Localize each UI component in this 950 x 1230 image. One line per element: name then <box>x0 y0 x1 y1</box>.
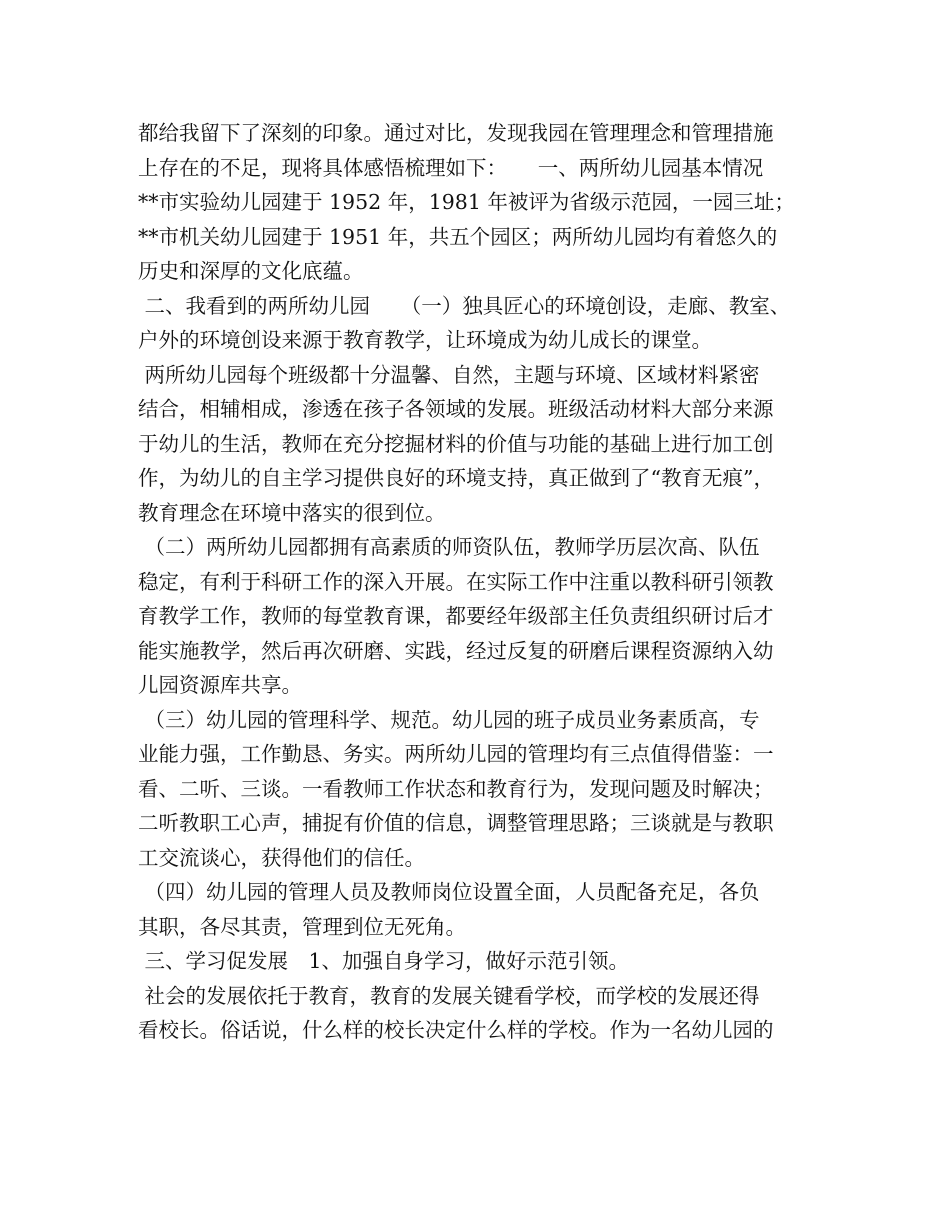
text-line-14: 稳定，有利于科研工作的深入开展。在实际工作中注重以教科研引领教 <box>138 569 774 594</box>
text-line-1: 都给我留下了深刻的印象。通过对比，发现我园在管理理念和管理措施 <box>138 121 774 145</box>
text-line-6: 二、我看到的两所幼儿园 （一）独具匠心的环境创设，走廊、教室、 <box>138 293 791 318</box>
text-line-13: （二）两所幼儿园都拥有高素质的师资队伍，教师学历层次高、队伍 <box>138 535 760 559</box>
text-line-25: 三、学习促发展 1、加强自身学习，做好示范引领。 <box>138 949 630 973</box>
text-line-26: 社会的发展依托于教育，教育的发展关键看学校，而学校的发展还得 <box>138 983 760 1008</box>
text-line-12: 教育理念在环境中落实的很到位。 <box>138 500 446 525</box>
text-line-20: 看、二听、三谈。一看教师工作状态和教育行为，发现问题及时解决； <box>138 776 774 801</box>
text-line-18: （三）幼儿园的管理科学、规范。幼儿园的班子成员业务素质高，专 <box>138 707 760 732</box>
text-line-5: 历史和深厚的文化底蕴。 <box>138 259 364 283</box>
text-line-19: 业能力强，工作勤恳、务实。两所幼儿园的管理均有三点值得借鉴：一 <box>138 742 774 766</box>
text-line-21: 二听教职工心声，捕捉有价值的信息，调整管理思路；三谈就是与教职 <box>138 811 774 835</box>
text-line-10: 于幼儿的生活，教师在充分挖掘材料的价值与功能的基础上进行加工创 <box>138 431 774 456</box>
text-line-8: 两所幼儿园每个班级都十分温馨、自然，主题与环境、区域材料紧密 <box>138 362 760 387</box>
text-line-24: 其职，各尽其责，管理到位无死角。 <box>138 914 466 939</box>
text-line-11: 作，为幼儿的自主学习提供良好的环境支持，真正做到了“教育无痕”， <box>138 466 774 490</box>
text-line-22: 工交流谈心，获得他们的信任。 <box>138 845 425 870</box>
document-body <box>138 116 818 1048</box>
text-line-9: 结合，相辅相成，渗透在孩子各领域的发展。班级活动材料大部分来源 <box>138 397 774 421</box>
text-line-7: 户外的环境创设来源于教育教学，让环境成为幼儿成长的课堂。 <box>138 328 712 352</box>
text-line-15: 育教学工作，教师的每堂教育课，都要经年级部主任负责组织研讨后才 <box>138 604 774 628</box>
text-line-17: 儿园资源库共享。 <box>138 673 302 697</box>
text-line-3: **市实验幼儿园建于 1952 年，1981 年被评为省级示范园，一园三址； <box>138 190 795 214</box>
text-line-23: （四）幼儿园的管理人员及教师岗位设置全面，人员配备充足，各负 <box>138 880 760 904</box>
text-line-2: 上存在的不足，现将具体感悟梳理如下： 一、两所幼儿园基本情况 <box>138 155 764 180</box>
text-line-16: 能实施教学，然后再次研磨、实践，经过反复的研磨后课程资源纳入幼 <box>138 638 774 663</box>
text-line-27: 看校长。俗话说，什么样的校长决定什么样的学校。作为一名幼儿园的 <box>138 1018 774 1042</box>
text-line-4: **市机关幼儿园建于 1951 年，共五个园区；两所幼儿园均有着悠久的 <box>138 224 778 249</box>
